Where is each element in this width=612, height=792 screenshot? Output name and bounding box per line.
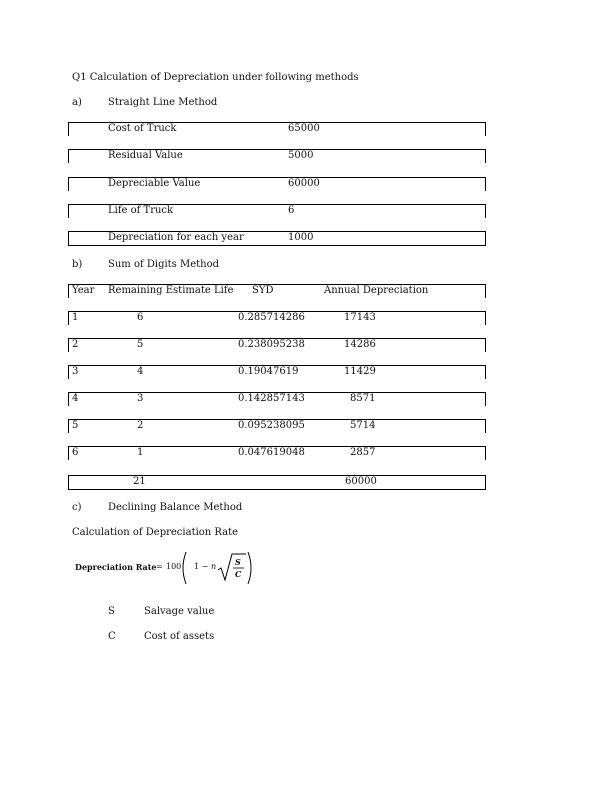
annual-cell: 11429 [344,366,376,377]
formula-equals: = [156,562,163,571]
syd-row [68,365,486,379]
row-value: 6 [288,205,295,216]
year-cell: 1 [72,312,79,323]
row-label: Residual Value [108,150,183,161]
row-value: 1000 [288,232,314,243]
syd-cell: 0.19047619 [238,366,299,377]
annual-cell: 5714 [350,420,376,431]
formula-brackets-and-radical [180,550,254,586]
remaining-cell: 1 [137,447,144,458]
syd-row [68,392,486,406]
formula-denominator: C [235,569,242,579]
remaining-cell: 5 [137,339,144,350]
syd-header-row [68,284,486,298]
annual-cell: 14286 [344,339,376,350]
section-c-subtitle: Calculation of Depreciation Rate [72,527,239,538]
remaining-life-header: Remaining Estimate Life [108,285,234,296]
remaining-cell: 2 [137,420,144,431]
section-a-label: a) [72,97,82,108]
legend-meaning: Salvage value [144,606,215,617]
row-value: 65000 [288,123,320,134]
syd-row [68,311,486,325]
legend-meaning: Cost of assets [144,631,215,642]
year-header: Year [72,285,95,296]
row-label: Depreciation for each year [108,232,244,243]
formula-n: n [211,562,217,571]
section-a-title: Straight Line Method [108,97,218,108]
page-heading: Q1 Calculation of Depreciation under following methods [72,72,359,83]
syd-total-row [68,475,486,490]
remaining-cell: 3 [137,393,144,404]
section-c-label: c) [72,502,82,513]
formula-lhs: Depreciation Rate [75,562,157,572]
year-cell: 6 [72,447,79,458]
row-value: 5000 [288,150,314,161]
formula-one-minus: 1 − [194,562,209,571]
legend-symbol: C [108,631,116,642]
annual-cell: 2857 [350,447,376,458]
row-label: Depreciable Value [108,178,201,189]
formula-coefficient: 100 [166,562,182,571]
straight-line-row [68,231,486,246]
year-cell: 2 [72,339,79,350]
syd-row [68,446,486,460]
year-cell: 5 [72,420,79,431]
total-annual-cell: 60000 [345,476,377,487]
formula-numerator: S [235,557,241,567]
section-b-label: b) [72,259,83,270]
depreciation-rate-formula [72,549,252,589]
total-remaining-cell: 21 [133,476,146,487]
year-cell: 3 [72,366,79,377]
straight-line-row [68,122,486,136]
straight-line-row [68,204,486,218]
straight-line-row [68,149,486,163]
syd-row [68,338,486,352]
row-label: Cost of Truck [108,123,177,134]
syd-cell: 0.142857143 [238,393,305,404]
section-c-title: Declining Balance Method [108,502,243,513]
row-value: 60000 [288,178,320,189]
syd-cell: 0.285714286 [238,312,305,323]
syd-cell: 0.047619048 [238,447,305,458]
syd-row [68,419,486,433]
annual-cell: 17143 [344,312,376,323]
remaining-cell: 6 [137,312,144,323]
annual-depreciation-header: Annual Depreciation [324,285,429,296]
straight-line-row [68,177,486,191]
remaining-cell: 4 [137,366,144,377]
legend-symbol: S [108,606,115,617]
section-b-title: Sum of Digits Method [108,259,220,270]
syd-cell: 0.095238095 [238,420,305,431]
syd-header: SYD [252,285,274,296]
row-label: Life of Truck [108,205,174,216]
syd-cell: 0.238095238 [238,339,305,350]
year-cell: 4 [72,393,79,404]
annual-cell: 8571 [350,393,376,404]
